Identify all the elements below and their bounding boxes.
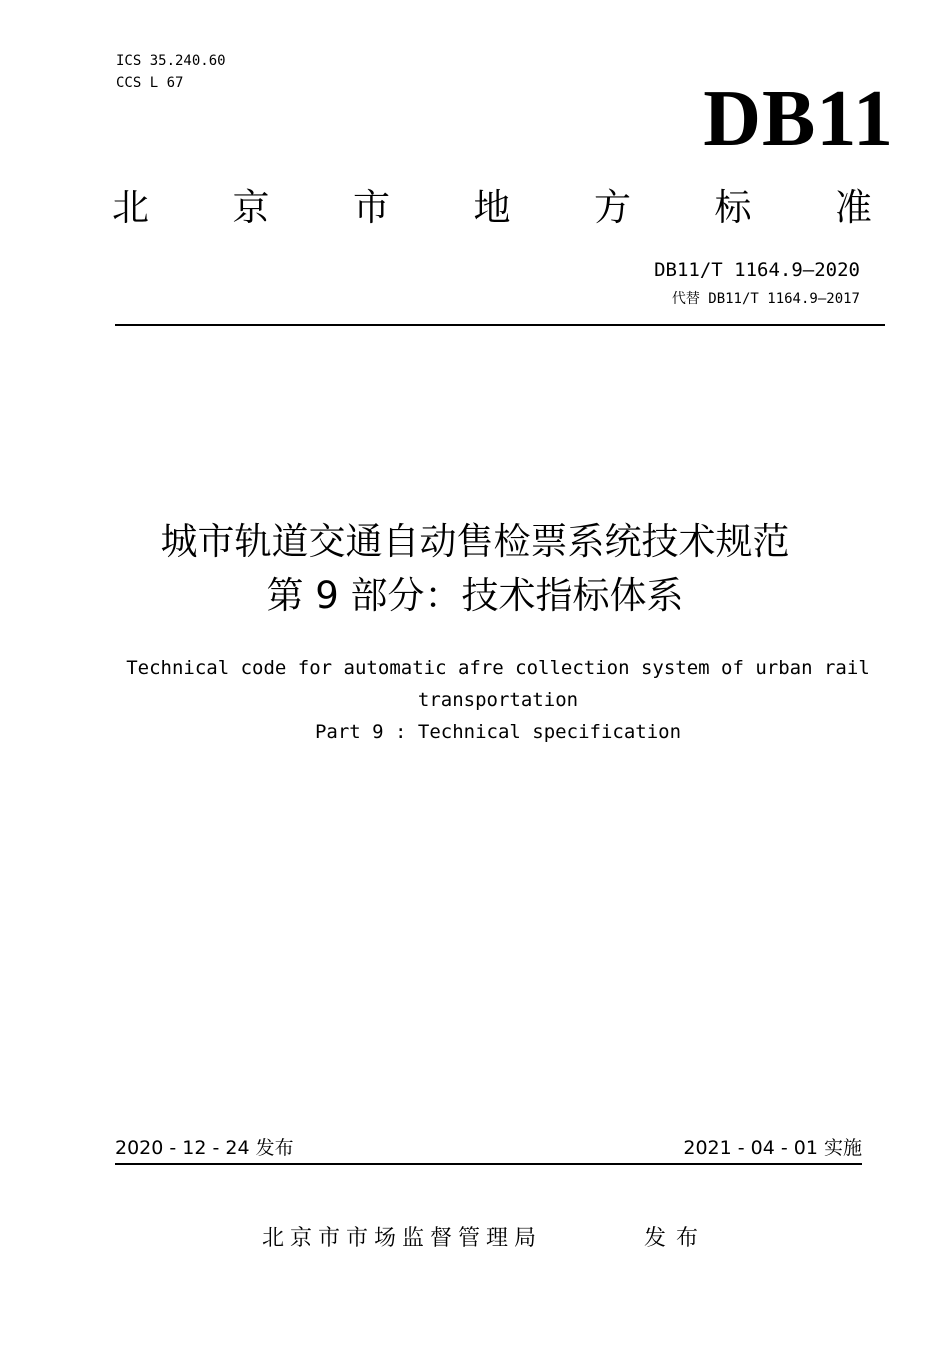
- title-english-line1: Technical code for automatic afre collection system of urban rail: [126, 657, 870, 679]
- replaces-standard: 代替 DB11/T 1164.9—2017: [671, 291, 860, 307]
- standard-type-char: 方: [594, 186, 631, 229]
- standard-type-char: 地: [473, 186, 511, 229]
- issuer-name: 北京市市场监督管理局: [262, 1226, 543, 1251]
- title-english-line3: Part 9 : Technical specification: [314, 721, 682, 743]
- standard-type-char: 准: [835, 186, 872, 229]
- title-english: [110, 652, 886, 748]
- issue-action: 发布: [644, 1226, 709, 1251]
- top-divider: [115, 324, 885, 326]
- standard-type-char: 北: [112, 186, 149, 229]
- title-chinese: [0, 515, 950, 623]
- db11-logo: DB11: [703, 75, 894, 163]
- ics-code: ICS 35.240.60: [116, 53, 226, 69]
- standard-type-char: 京: [232, 186, 270, 229]
- standard-number: DB11/T 1164.9—2020: [654, 259, 860, 281]
- publish-date: 2020 - 12 - 24 发布: [115, 1137, 294, 1159]
- standard-type-heading: [112, 180, 872, 236]
- title-english-line2: transportation: [417, 689, 579, 711]
- title-chinese-line2: 第 9 部分：技术指标体系: [266, 574, 684, 617]
- standard-type-char: 标: [714, 186, 752, 229]
- standard-type-char: 市: [353, 186, 390, 229]
- classification-codes: [116, 50, 226, 94]
- bottom-divider: [115, 1163, 862, 1165]
- ccs-code: CCS L 67: [116, 75, 184, 91]
- implement-date: 2021 - 04 - 01 实施: [683, 1137, 862, 1159]
- title-chinese-line1: 城市轨道交通自动售检票系统技术规范: [160, 520, 790, 563]
